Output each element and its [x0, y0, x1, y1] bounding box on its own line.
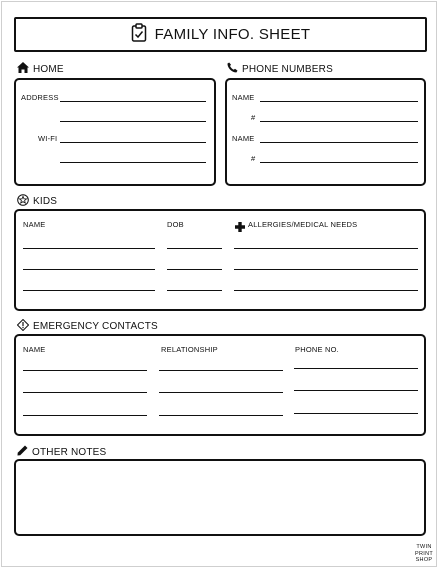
kids-box: [14, 209, 426, 311]
phone-name-label-2: NAME: [232, 134, 255, 143]
brand-line-1: TWIN: [416, 544, 432, 550]
phone-name-label-1: NAME: [232, 93, 255, 102]
brand-logo: [412, 544, 436, 564]
kids-col-allergies: ALLERGIES/MEDICAL NEEDS: [248, 220, 358, 229]
clipboard-check-icon: [131, 23, 147, 47]
wifi-line-2[interactable]: [60, 162, 206, 163]
home-box: [14, 78, 216, 186]
emergency-heading-label: EMERGENCY CONTACTS: [33, 321, 158, 332]
kids-dob-line-2[interactable]: [167, 269, 222, 270]
emergency-box: [14, 334, 426, 436]
kids-name-line-3[interactable]: [23, 290, 155, 291]
kids-heading-label: KIDS: [33, 196, 58, 207]
wifi-label: WI-FI: [38, 134, 58, 143]
emergency-col-name: NAME: [23, 345, 46, 354]
page-title: FAMILY INFO. SHEET: [154, 26, 311, 43]
notes-box[interactable]: [14, 459, 426, 536]
exclamation-diamond-icon: [17, 319, 29, 334]
phone-number-line-1[interactable]: [260, 121, 418, 122]
phone-number-label-2: #: [251, 154, 256, 163]
address-label: ADDRESS: [21, 93, 59, 102]
home-heading: [17, 62, 64, 76]
emergency-name-line-1[interactable]: [23, 370, 147, 371]
phone-heading: [227, 62, 333, 76]
pencil-icon: [17, 445, 28, 459]
phone-number-line-2[interactable]: [260, 162, 418, 163]
phone-icon: [227, 62, 238, 76]
emergency-relationship-line-2[interactable]: [159, 392, 283, 393]
kids-col-name: NAME: [23, 220, 46, 229]
emergency-name-line-2[interactable]: [23, 392, 147, 393]
phone-number-label-1: #: [251, 113, 256, 122]
wifi-line-1[interactable]: [60, 142, 206, 143]
emergency-phone-line-3[interactable]: [294, 413, 418, 414]
notes-heading: [17, 445, 106, 459]
title-box: [14, 17, 427, 52]
emergency-relationship-line-1[interactable]: [159, 370, 283, 371]
emergency-col-relationship: RELATIONSHIP: [161, 345, 218, 354]
emergency-phone-line-2[interactable]: [294, 390, 418, 391]
kids-allergies-line-2[interactable]: [234, 269, 418, 270]
emergency-name-line-3[interactable]: [23, 415, 147, 416]
kids-heading: [17, 194, 57, 209]
address-line-2[interactable]: [60, 121, 206, 122]
emergency-heading: [17, 319, 158, 334]
home-heading-label: HOME: [33, 63, 64, 75]
phone-heading-label: PHONE NUMBERS: [242, 63, 333, 75]
medical-cross-icon: [235, 219, 245, 237]
phone-name-line-1[interactable]: [260, 101, 418, 102]
phone-box: [225, 78, 426, 186]
emergency-phone-line-1[interactable]: [294, 368, 418, 369]
kids-dob-line-3[interactable]: [167, 290, 222, 291]
star-badge-icon: [17, 194, 29, 209]
notes-heading-label: OTHER NOTES: [32, 446, 107, 458]
kids-col-dob: DOB: [167, 220, 184, 229]
brand-line-3: SHOP: [415, 557, 433, 563]
kids-dob-line-1[interactable]: [167, 248, 222, 249]
kids-name-line-2[interactable]: [23, 269, 155, 270]
address-line-1[interactable]: [60, 101, 206, 102]
emergency-relationship-line-3[interactable]: [159, 415, 283, 416]
kids-name-line-1[interactable]: [23, 248, 155, 249]
kids-allergies-line-1[interactable]: [234, 248, 418, 249]
brand-line-2: PRINT: [415, 550, 433, 557]
emergency-col-phone: PHONE NO.: [295, 345, 339, 354]
home-icon: [17, 62, 29, 76]
kids-allergies-line-3[interactable]: [234, 290, 418, 291]
phone-name-line-2[interactable]: [260, 142, 418, 143]
